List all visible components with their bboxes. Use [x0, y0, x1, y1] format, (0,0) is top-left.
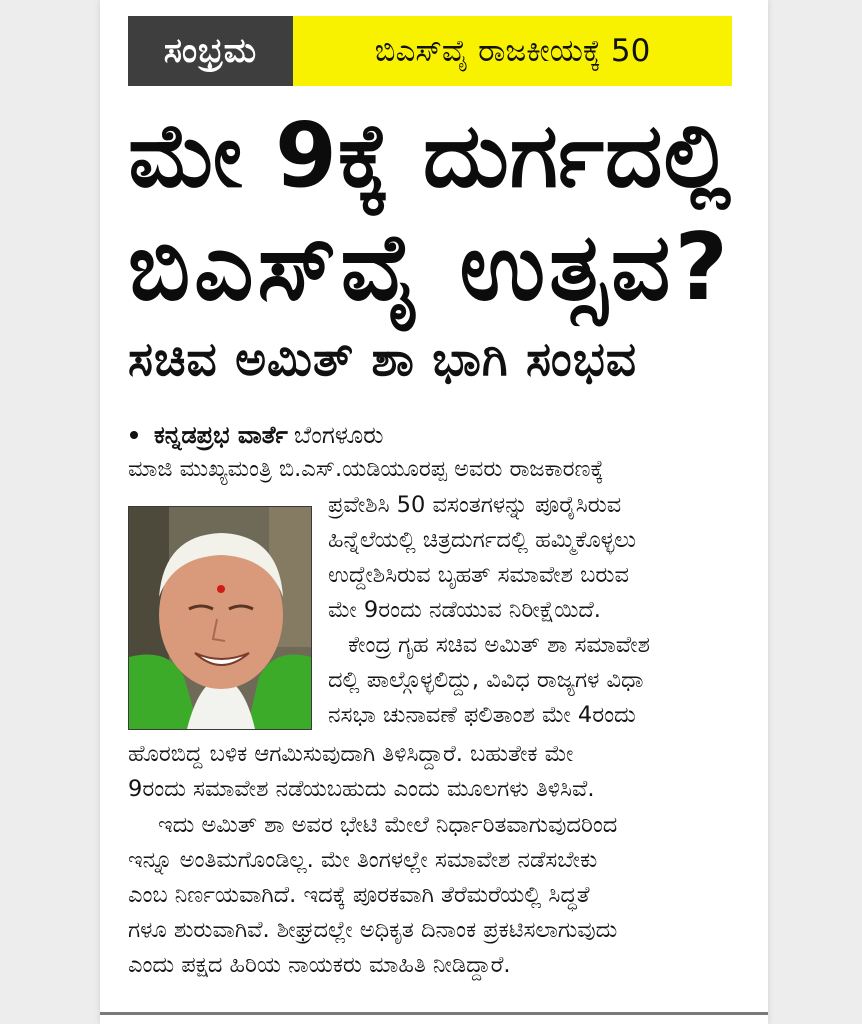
section-topic: ಬಿಎಸ್‌ವೈ ರಾಜಕೀಯಕ್ಕೆ 50 — [293, 16, 732, 86]
headline-line-2: ಬಿಎಸ್‌ವೈ ಉತ್ಸವ? — [128, 213, 733, 321]
byline-place: ಬೆಂಗಳೂರು — [293, 421, 384, 449]
body-line: ಮೇ 9ರಂದು ನಡೆಯುವ ನಿರೀಕ್ಷೆಯಿದೆ. — [328, 597, 601, 623]
body-line: ಉದ್ದೇಶಿಸಿರುವ ಬೃಹತ್ ಸಮಾವೇಶ ಬರುವ — [328, 562, 629, 588]
body-line: 9ರಂದು ಸಮಾವೇಶ ನಡೆಯಬಹುದು ಎಂದು ಮೂಲಗಳು ತಿಳಿಸಿವೆ. — [128, 776, 595, 802]
body-line: ಎಂಬ ನಿರ್ಣಯವಾಗಿದೆ. ಇದಕ್ಕೆ ಪೂರಕವಾಗಿ ತೆರೆಮರೆಯಲ್ಲಿ ಸಿದ್ಧತೆ — [128, 882, 590, 908]
byline — [130, 418, 384, 452]
section-banner — [128, 16, 732, 86]
person-portrait-icon — [128, 506, 312, 730]
byline-agency: ಕನ್ನಡಪ್ರಭ ವಾರ್ತೆ — [154, 421, 288, 449]
body-line: ಗಳೂ ಶುರುವಾಗಿವೆ. ಶೀಘ್ರದಲ್ಲೇ ಅಧಿಕೃತ ದಿನಾಂಕ ಪ್ರಕಟಿಸಲಾಗುವುದು — [128, 917, 618, 943]
body-line: ಪ್ರವೇಶಿಸಿ 50 ವಸಂತಗಳನ್ನು ಪೂರೈಸಿರುವ — [328, 492, 622, 518]
body-line: ಹಿನ್ನೆಲೆಯಲ್ಲಿ ಚಿತ್ರದುರ್ಗದಲ್ಲಿ ಹಮ್ಮಿಕೊಳ್ಳಲು — [328, 527, 637, 553]
body-line: ಮಾಜಿ ಮುಖ್ಯಮಂತ್ರಿ ಬಿ.ಎಸ್.ಯಡಿಯೂರಪ್ಪ ಅವರು ರಾಜಕಾರಣಕ್ಕೆ — [128, 456, 604, 482]
headline-line-1: ಮೇ 9ಕ್ಕೆ ದುರ್ಗದಲ್ಲಿ — [128, 103, 732, 207]
bottom-divider — [100, 1012, 768, 1015]
body-line: ಕೇಂದ್ರ ಗೃಹ ಸಚಿವ ಅಮಿತ್ ಶಾ ಸಮಾವೇಶ — [348, 632, 650, 658]
body-line: ನಸಭಾ ಚುನಾವಣೆ ಫಲಿತಾಂಶ ಮೇ 4ರಂದು — [328, 702, 636, 728]
body-line: ಇನ್ನೂ ಅಂತಿಮಗೊಂಡಿಲ್ಲ. ಮೇ ತಿಂಗಳಲ್ಲೇ ಸಮಾವೇಶ ನಡೆಸಬೇಕು — [128, 847, 598, 873]
body-line: ಹೊರಬಿದ್ದ ಬಳಿಕ ಆಗಮಿಸುವುದಾಗಿ ತಿಳಿಸಿದ್ದಾರೆ. ಬಹುತೇಕ ಮೇ — [128, 741, 574, 767]
subheadline: ಸಚಿವ ಅಮಿತ್‌ ಶಾ ಭಾಗಿ ಸಂಭವ — [128, 332, 638, 387]
body-line: ಇದು ಅಮಿತ್ ಶಾ ಅವರ ಭೇಟಿ ಮೇಲೆ ನಿರ್ಧಾರಿತವಾಗುವುದರಿಂದ — [158, 812, 618, 838]
section-label: ಸಂಭ್ರಮ — [128, 16, 293, 86]
bullet-icon — [130, 431, 138, 439]
body-line: ಎಂದು ಪಕ್ಷದ ಹಿರಿಯ ನಾಯಕರು ಮಾಹಿತಿ ನೀಡಿದ್ದಾರೆ. — [128, 952, 511, 978]
newspaper-clipping — [100, 0, 768, 1024]
body-line: ದಲ್ಲಿ ಪಾಲ್ಗೊಳ್ಳಲಿದ್ದು, ವಿವಿಧ ರಾಜ್ಯಗಳ ವಿಧಾ — [328, 667, 644, 693]
